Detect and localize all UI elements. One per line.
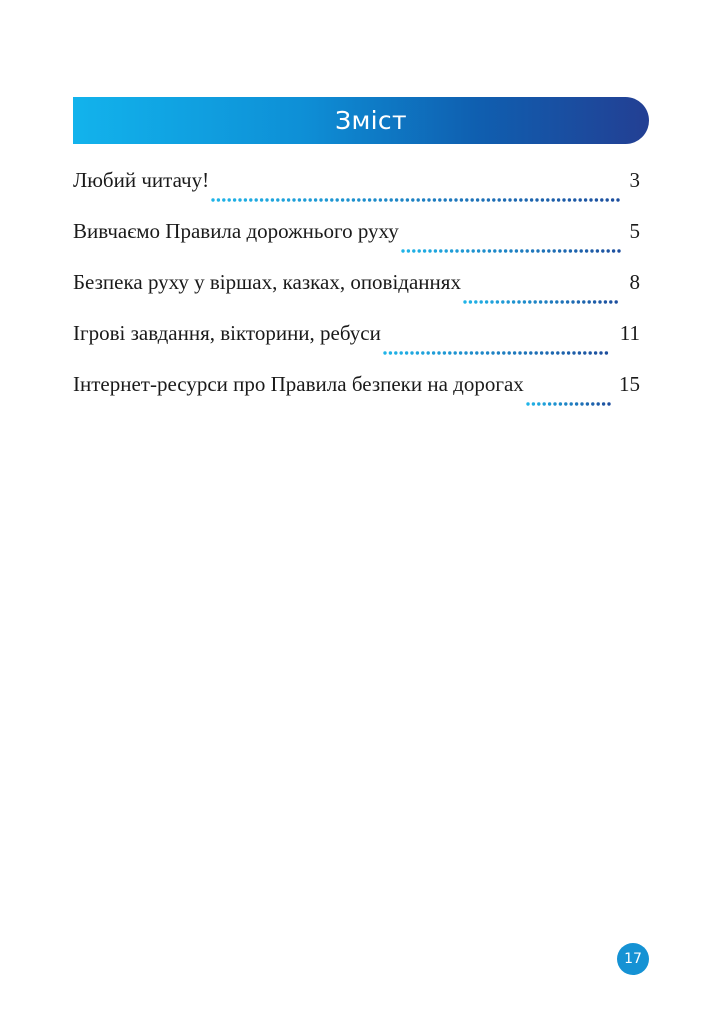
leader-dot	[557, 198, 560, 201]
page-number: 17	[624, 951, 642, 967]
leader-dot	[464, 351, 467, 354]
leader-dot	[558, 249, 561, 252]
leader-dot	[544, 300, 547, 303]
leader-dot	[314, 198, 317, 201]
leader-dot	[526, 402, 529, 405]
leader-dot	[560, 300, 563, 303]
leader-dot	[616, 198, 619, 201]
toc-entry-page: 11	[619, 321, 640, 345]
leader-dot	[453, 351, 456, 354]
leader-dot	[514, 249, 517, 252]
leader-dot	[596, 402, 599, 405]
leader-dot	[271, 198, 274, 201]
leader-dot	[411, 198, 414, 201]
leader-dot	[590, 249, 593, 252]
leader-dot	[394, 351, 397, 354]
leader-dot	[486, 351, 489, 354]
leader-dot	[460, 249, 463, 252]
leader-dot	[416, 351, 419, 354]
leader-dot	[552, 249, 555, 252]
leader-dot	[421, 351, 424, 354]
leader-dot	[276, 198, 279, 201]
leader-dot	[471, 198, 474, 201]
leader-dot	[401, 249, 404, 252]
leader-dot	[593, 300, 596, 303]
leader-dot	[303, 198, 306, 201]
leader-dot	[454, 198, 457, 201]
leader-dot	[417, 198, 420, 201]
leader-dot	[574, 249, 577, 252]
leader-dot	[509, 249, 512, 252]
leader-dot	[506, 300, 509, 303]
leader-dot	[400, 198, 403, 201]
leader-dot	[501, 300, 504, 303]
leader-dot	[498, 198, 501, 201]
dot-leader	[401, 247, 624, 255]
leader-dot	[211, 198, 214, 201]
leader-dot	[513, 351, 516, 354]
toc-entry-page: 5	[629, 219, 640, 243]
leader-dot	[534, 351, 537, 354]
toc-entry-page: 3	[629, 168, 640, 192]
leader-dot	[439, 249, 442, 252]
leader-dot	[319, 198, 322, 201]
leader-dot	[530, 198, 533, 201]
leader-dot	[399, 351, 402, 354]
leader-dot	[552, 198, 555, 201]
dot-leader	[383, 349, 614, 357]
leader-dot	[448, 351, 451, 354]
leader-dot	[497, 351, 500, 354]
leader-dot	[536, 249, 539, 252]
leader-dot	[551, 351, 554, 354]
toc-entry-title: Вивчаємо Правила дорожнього руху	[73, 219, 399, 243]
leader-dot	[514, 198, 517, 201]
leader-dot	[545, 351, 548, 354]
leader-dot	[432, 351, 435, 354]
leader-dot	[405, 351, 408, 354]
leader-dot	[228, 198, 231, 201]
leader-dot	[255, 198, 258, 201]
leader-dot	[550, 300, 553, 303]
leader-dot	[564, 402, 567, 405]
leader-dot	[578, 351, 581, 354]
leader-dot	[325, 198, 328, 201]
leader-dot	[471, 249, 474, 252]
leader-dot	[341, 198, 344, 201]
leader-dot	[463, 300, 466, 303]
toc-entry[interactable]	[73, 270, 640, 321]
leader-dot	[292, 198, 295, 201]
leader-dot	[602, 402, 605, 405]
leader-dot	[542, 402, 545, 405]
leader-dot	[524, 351, 527, 354]
leader-dot	[547, 249, 550, 252]
dot-leader	[526, 400, 613, 408]
leader-dot	[496, 300, 499, 303]
toc-entry[interactable]	[73, 219, 640, 270]
leader-dot	[508, 198, 511, 201]
leader-dot	[507, 351, 510, 354]
leader-dot	[426, 351, 429, 354]
leader-dot	[569, 402, 572, 405]
leader-dot	[352, 198, 355, 201]
leader-dot	[260, 198, 263, 201]
leader-dot	[599, 351, 602, 354]
leader-dot	[479, 300, 482, 303]
leader-dot	[444, 198, 447, 201]
leader-dot	[470, 351, 473, 354]
leader-dot	[487, 249, 490, 252]
leader-dot	[567, 351, 570, 354]
leader-dot	[523, 300, 526, 303]
leader-dot	[568, 198, 571, 201]
leader-dot	[503, 198, 506, 201]
leader-dot	[455, 249, 458, 252]
leader-dot	[233, 198, 236, 201]
leader-dot	[583, 351, 586, 354]
leader-dot	[469, 300, 472, 303]
leader-dot	[585, 402, 588, 405]
leader-dot	[607, 402, 610, 405]
toc-entry-title: Ігрові завдання, вікторини, ребуси	[73, 321, 381, 345]
leader-dot	[595, 249, 598, 252]
leader-dot	[512, 300, 515, 303]
leader-dot	[406, 198, 409, 201]
leader-dot	[450, 249, 453, 252]
leader-dot	[588, 351, 591, 354]
leader-dot	[556, 351, 559, 354]
toc-entry-title: Безпека руху у віршах, казках, оповіданнях	[73, 270, 461, 294]
leader-dot	[249, 198, 252, 201]
leader-dot	[558, 402, 561, 405]
leader-dot	[265, 198, 268, 201]
leader-dot	[444, 249, 447, 252]
dot-leader	[463, 298, 624, 306]
leader-dot	[566, 300, 569, 303]
leader-dot	[475, 351, 478, 354]
leader-dot	[548, 402, 551, 405]
leader-dot	[412, 249, 415, 252]
leader-dot	[533, 300, 536, 303]
leader-dot	[433, 198, 436, 201]
leader-dot	[336, 198, 339, 201]
leader-dot	[422, 198, 425, 201]
leader-dot	[222, 198, 225, 201]
leader-dot	[589, 198, 592, 201]
leader-dot	[518, 351, 521, 354]
leader-dot	[535, 198, 538, 201]
leader-dot	[379, 198, 382, 201]
leader-dot	[287, 198, 290, 201]
leader-dot	[481, 198, 484, 201]
leader-dot	[606, 249, 609, 252]
leader-dot	[517, 300, 520, 303]
leader-dot	[330, 198, 333, 201]
leader-dot	[437, 351, 440, 354]
leader-dot	[575, 402, 578, 405]
leader-dot	[466, 249, 469, 252]
leader-dot	[373, 198, 376, 201]
dot-leader	[211, 196, 623, 204]
leader-dot	[605, 351, 608, 354]
leader-dot	[539, 300, 542, 303]
leader-dot	[443, 351, 446, 354]
leader-dot	[525, 249, 528, 252]
leader-dot	[612, 249, 615, 252]
leader-dot	[346, 198, 349, 201]
leader-dot	[493, 249, 496, 252]
leader-dot	[474, 300, 477, 303]
leader-dot	[238, 198, 241, 201]
leader-dot	[609, 300, 612, 303]
leader-dot	[357, 198, 360, 201]
leader-dot	[417, 249, 420, 252]
leader-dot	[490, 300, 493, 303]
leader-dot	[504, 249, 507, 252]
leader-dot	[383, 351, 386, 354]
toc-entry-page: 8	[629, 270, 640, 294]
leader-dot	[520, 249, 523, 252]
leader-dot	[438, 198, 441, 201]
leader-dot	[309, 198, 312, 201]
leader-dot	[614, 300, 617, 303]
leader-dot	[529, 351, 532, 354]
leader-dot	[606, 198, 609, 201]
leader-dot	[568, 249, 571, 252]
leader-dot	[537, 402, 540, 405]
leader-dot	[477, 249, 480, 252]
toc-entry-title: Любий читачу!	[73, 168, 210, 192]
leader-dot	[389, 351, 392, 354]
leader-dot	[541, 198, 544, 201]
leader-dot	[561, 351, 564, 354]
leader-dot	[428, 249, 431, 252]
toc-entry-title: Інтернет-ресурси про Правила безпеки на дорогах	[73, 372, 524, 396]
leader-dot	[531, 249, 534, 252]
leader-dot	[492, 198, 495, 201]
leader-dot	[600, 198, 603, 201]
leader-dot	[368, 198, 371, 201]
leader-dot	[579, 249, 582, 252]
leader-dot	[587, 300, 590, 303]
leader-dot	[531, 402, 534, 405]
leader-dot	[573, 198, 576, 201]
leader-dot	[591, 402, 594, 405]
leader-dot	[617, 249, 620, 252]
leader-dot	[282, 198, 285, 201]
leader-dot	[572, 351, 575, 354]
leader-dot	[390, 198, 393, 201]
leader-dot	[611, 198, 614, 201]
leader-dot	[562, 198, 565, 201]
leader-dot	[410, 351, 413, 354]
leader-dot	[540, 351, 543, 354]
leader-dot	[480, 351, 483, 354]
leader-dot	[577, 300, 580, 303]
leader-dot	[449, 198, 452, 201]
leader-dot	[594, 351, 597, 354]
leader-dot	[553, 402, 556, 405]
leader-dot	[601, 249, 604, 252]
table-of-contents	[73, 168, 640, 423]
leader-dot	[395, 198, 398, 201]
header-bar	[73, 97, 649, 144]
leader-dot	[491, 351, 494, 354]
page-title: Зміст	[335, 106, 407, 135]
leader-dot	[555, 300, 558, 303]
leader-dot	[244, 198, 247, 201]
leader-dot	[580, 402, 583, 405]
leader-dot	[460, 198, 463, 201]
leader-dot	[525, 198, 528, 201]
leader-dot	[423, 249, 426, 252]
leader-dot	[363, 198, 366, 201]
leader-dot	[598, 300, 601, 303]
leader-dot	[582, 300, 585, 303]
leader-dot	[465, 198, 468, 201]
leader-dot	[427, 198, 430, 201]
toc-entry[interactable]	[73, 321, 640, 372]
leader-dot	[546, 198, 549, 201]
leader-dot	[595, 198, 598, 201]
toc-entry[interactable]	[73, 372, 640, 423]
toc-entry-page: 15	[619, 372, 640, 396]
leader-dot	[604, 300, 607, 303]
leader-dot	[585, 249, 588, 252]
leader-dot	[528, 300, 531, 303]
leader-dot	[579, 198, 582, 201]
leader-dot	[217, 198, 220, 201]
leader-dot	[298, 198, 301, 201]
leader-dot	[571, 300, 574, 303]
leader-dot	[519, 198, 522, 201]
leader-dot	[498, 249, 501, 252]
leader-dot	[485, 300, 488, 303]
page-number-badge	[617, 943, 649, 975]
leader-dot	[476, 198, 479, 201]
leader-dot	[584, 198, 587, 201]
leader-dot	[433, 249, 436, 252]
leader-dot	[482, 249, 485, 252]
leader-dot	[459, 351, 462, 354]
leader-dot	[406, 249, 409, 252]
leader-dot	[541, 249, 544, 252]
leader-dot	[487, 198, 490, 201]
leader-dot	[502, 351, 505, 354]
leader-dot	[384, 198, 387, 201]
toc-entry[interactable]	[73, 168, 640, 219]
leader-dot	[563, 249, 566, 252]
